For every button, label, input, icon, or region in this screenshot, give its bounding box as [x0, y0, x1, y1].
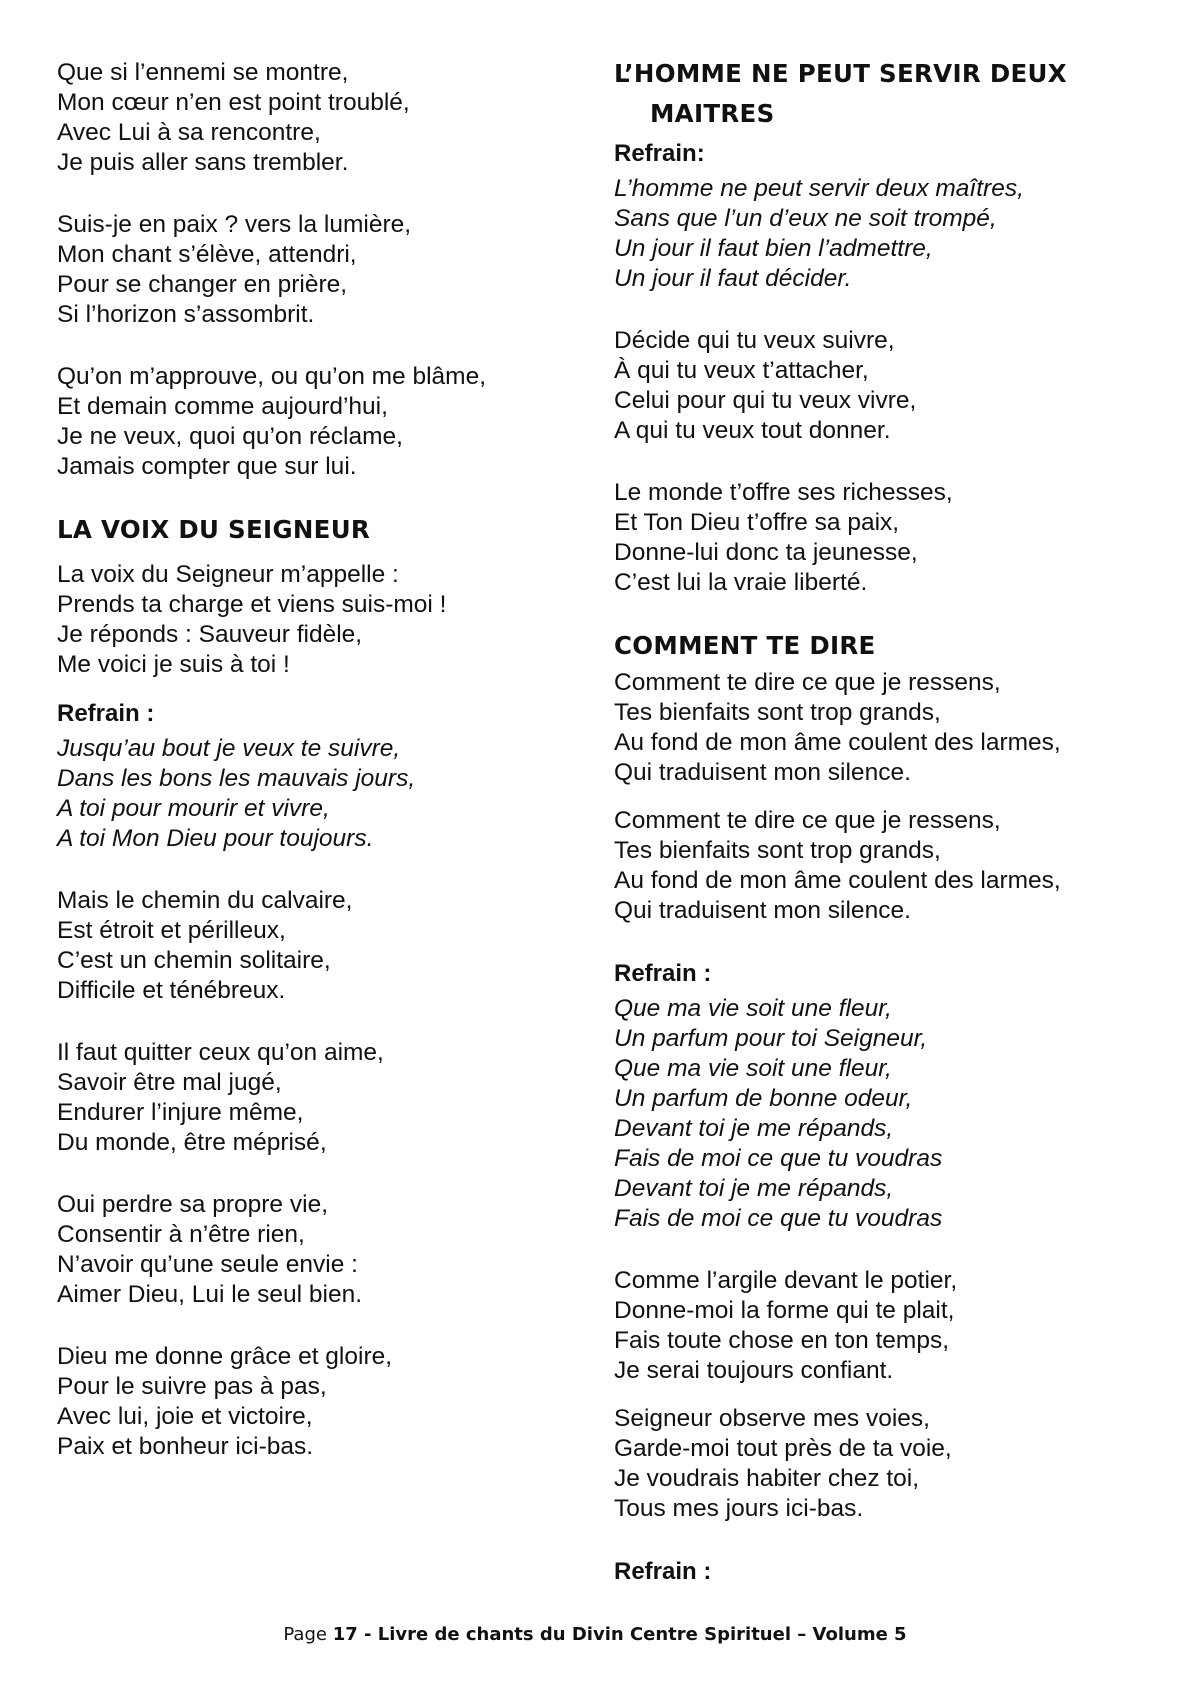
song-title: L’HOMME NE PEUT SERVIR DEUX	[614, 59, 1067, 88]
refrain	[614, 174, 1174, 294]
lyric-line: Que ma vie soit une fleur,	[614, 1055, 892, 1082]
stanza	[614, 668, 1174, 788]
lyric-line: Donne-moi la forme qui te plait,	[614, 1297, 955, 1324]
stanza	[57, 886, 557, 1006]
lyric-line: Je voudrais habiter chez toi,	[614, 1465, 920, 1492]
stanza	[614, 326, 1174, 446]
lyric-line: Jusqu’au bout je veux te suivre,	[57, 735, 401, 762]
left-column	[57, 58, 557, 1494]
lyric-line: A toi Mon Dieu pour toujours.	[57, 825, 374, 852]
lyric-line: Tes bienfaits sont trop grands,	[614, 699, 941, 726]
lyric-line: Devant toi je me répands,	[614, 1115, 894, 1142]
lyric-line: Je réponds : Sauveur fidèle,	[57, 621, 363, 648]
lyric-line: La voix du Seigneur m’appelle :	[57, 561, 399, 588]
stanza	[57, 560, 557, 680]
lyric-line: Prends ta charge et viens suis-moi !	[57, 591, 447, 618]
lyric-line: Devant toi je me répands,	[614, 1175, 894, 1202]
lyric-line: Qu’on m’approuve, ou qu’on me blâme,	[57, 363, 487, 390]
lyric-line: Dieu me donne grâce et gloire,	[57, 1343, 393, 1370]
lyric-line: Savoir être mal jugé,	[57, 1069, 282, 1096]
lyric-line: Difficile et ténébreux.	[57, 977, 286, 1004]
stanza	[57, 58, 557, 178]
stanza	[57, 1342, 557, 1462]
footer-prefix: Page	[283, 1624, 333, 1645]
lyric-line: L’homme ne peut servir deux maîtres,	[614, 175, 1024, 202]
book-title: - Livre de chants du Divin Centre Spirituel – Volume 5	[357, 1624, 907, 1645]
refrain-label: Refrain:	[614, 140, 705, 167]
lyric-line: Pour se changer en prière,	[57, 271, 348, 298]
lyric-line: Je serai toujours confiant.	[614, 1357, 894, 1384]
lyric-line: Tous mes jours ici-bas.	[614, 1495, 864, 1522]
lyric-line: Avec Lui à sa rencontre,	[57, 119, 321, 146]
lyric-line: Jamais compter que sur lui.	[57, 453, 357, 480]
song-title-continued: MAITRES	[650, 99, 775, 128]
lyric-line: Mon chant s’élève, attendri,	[57, 241, 357, 268]
lyric-line: Pour le suivre pas à pas,	[57, 1373, 327, 1400]
lyric-line: Oui perdre sa propre vie,	[57, 1191, 328, 1218]
lyric-line: Comme l’argile devant le potier,	[614, 1267, 958, 1294]
page-footer	[0, 1623, 1190, 1647]
lyric-line: Paix et bonheur ici-bas.	[57, 1433, 314, 1460]
lyric-line: C’est un chemin solitaire,	[57, 947, 331, 974]
lyric-line: À qui tu veux t’attacher,	[614, 357, 869, 384]
lyric-line: Je puis aller sans trembler.	[57, 149, 349, 176]
lyric-line: Un parfum de bonne odeur,	[614, 1085, 913, 1112]
right-column	[614, 58, 1174, 1592]
lyric-line: Que si l’ennemi se montre,	[57, 59, 349, 86]
lyric-line: Un jour il faut décider.	[614, 265, 852, 292]
lyric-line: Seigneur observe mes voies,	[614, 1405, 930, 1432]
page-number: 17	[332, 1624, 358, 1645]
lyric-line: Suis-je en paix ? vers la lumière,	[57, 211, 412, 238]
lyric-line: Tes bienfaits sont trop grands,	[614, 837, 941, 864]
lyric-line: Décide qui tu veux suivre,	[614, 327, 895, 354]
lyric-line: C’est lui la vraie liberté.	[614, 569, 868, 596]
lyric-line: Est étroit et périlleux,	[57, 917, 286, 944]
lyric-line: Au fond de mon âme coulent des larmes,	[614, 867, 1061, 894]
lyric-line: Garde-moi tout près de ta voie,	[614, 1435, 952, 1462]
lyric-line: Si l’horizon s’assombrit.	[57, 301, 315, 328]
stanza	[57, 362, 557, 482]
lyric-line: Que ma vie soit une fleur,	[614, 995, 892, 1022]
lyric-line: Comment te dire ce que je ressens,	[614, 669, 1001, 696]
lyric-line: N’avoir qu’une seule envie :	[57, 1251, 358, 1278]
lyric-line: Mais le chemin du calvaire,	[57, 887, 353, 914]
lyric-line: Je ne veux, quoi qu’on réclame,	[57, 423, 403, 450]
stanza	[614, 478, 1174, 598]
lyric-line: A toi pour mourir et vivre,	[57, 795, 330, 822]
lyric-line: Fais toute chose en ton temps,	[614, 1327, 950, 1354]
lyric-line: Il faut quitter ceux qu’on aime,	[57, 1039, 384, 1066]
lyric-line: Un parfum pour toi Seigneur,	[614, 1025, 928, 1052]
refrain-label: Refrain :	[614, 1558, 712, 1585]
lyric-line: Un jour il faut bien l’admettre,	[614, 235, 933, 262]
lyric-line: Et demain comme aujourd’hui,	[57, 393, 388, 420]
lyric-line: Aimer Dieu, Lui le seul bien.	[57, 1281, 363, 1308]
lyric-line: A qui tu veux tout donner.	[614, 417, 891, 444]
lyric-line: Consentir à n’être rien,	[57, 1221, 305, 1248]
refrain-label: Refrain :	[614, 960, 712, 987]
lyric-line: Du monde, être méprisé,	[57, 1129, 327, 1156]
lyric-line: Comment te dire ce que je ressens,	[614, 807, 1001, 834]
song-title: COMMENT TE DIRE	[614, 631, 876, 660]
lyric-line: Fais de moi ce que tu voudras	[614, 1205, 943, 1232]
lyric-line: Avec lui, joie et victoire,	[57, 1403, 313, 1430]
stanza	[57, 210, 557, 330]
lyric-line: Endurer l’injure même,	[57, 1099, 304, 1126]
stanza	[614, 1266, 1174, 1386]
lyric-line: Au fond de mon âme coulent des larmes,	[614, 729, 1061, 756]
refrain	[57, 734, 557, 854]
lyric-line: Le monde t’offre ses richesses,	[614, 479, 953, 506]
lyric-line: Donne-lui donc ta jeunesse,	[614, 539, 918, 566]
lyric-line: Mon cœur n’en est point troublé,	[57, 89, 410, 116]
lyric-line: Et Ton Dieu t’offre sa paix,	[614, 509, 900, 536]
lyric-line: Qui traduisent mon silence.	[614, 897, 911, 924]
stanza	[57, 1190, 557, 1310]
refrain-label: Refrain :	[57, 700, 155, 727]
lyric-line: Me voici je suis à toi !	[57, 651, 290, 678]
stanza	[614, 806, 1174, 926]
refrain	[614, 994, 1174, 1234]
lyric-line: Celui pour qui tu veux vivre,	[614, 387, 917, 414]
song-title: LA VOIX DU SEIGNEUR	[57, 515, 371, 544]
lyric-line: Sans que l’un d’eux ne soit trompé,	[614, 205, 997, 232]
stanza	[57, 1038, 557, 1158]
lyric-line: Fais de moi ce que tu voudras	[614, 1145, 943, 1172]
stanza	[614, 1404, 1174, 1524]
lyric-line: Dans les bons les mauvais jours,	[57, 765, 416, 792]
lyric-line: Qui traduisent mon silence.	[614, 759, 911, 786]
